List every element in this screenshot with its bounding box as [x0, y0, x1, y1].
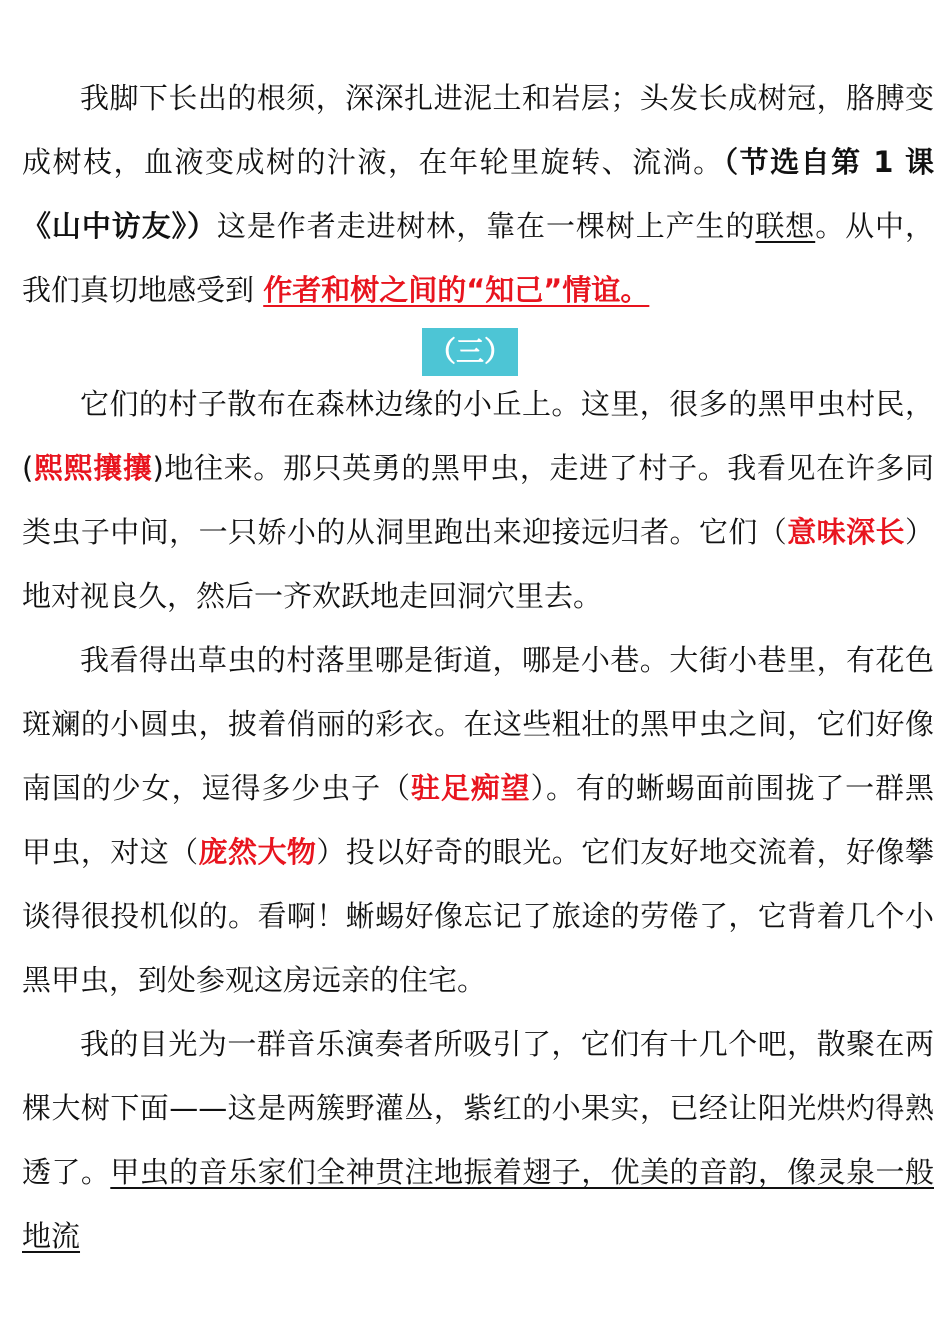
- p1-text: 我脚下长出的根须，深深扎进泥土和岩层；头发长成树冠，胳膊变成树枝，血液变成树的汁液，在年轮里旋转、流淌。: [22, 81, 934, 179]
- p1-underlined-word: 联想: [755, 209, 816, 243]
- p4-underlined-sentence: 甲虫的音乐家们全神贯注地振着翅子，优美的音韵，像灵泉一般地流: [22, 1155, 934, 1253]
- p2-answer-2: 意味深长: [787, 515, 905, 549]
- paragraph-beetle-village: [22, 372, 934, 628]
- section-heading: （三）: [422, 328, 518, 376]
- p2-text-3: ）地对视良久，然后一齐欢跃地走回洞穴里去。: [22, 515, 934, 613]
- p2-text-1: 它们的村子散布在森林边缘的小丘上。这里，很多的黑甲虫村民，(: [22, 387, 934, 485]
- p1-text-3: 。从中，我们真切地感受到: [22, 209, 934, 307]
- p3-text-3: ）投以好奇的眼光。它们友好地交流着，好像攀谈得很投机似的。看啊！蜥蜴好像忘记了旅途的劳倦了，它背着几个小黑甲虫，到处参观这房远亲的住宅。: [22, 835, 934, 997]
- p3-text-1: 我看得出草虫的村落里哪是街道，哪是小巷。大街小巷里，有花色斑斓的小圆虫，披着俏丽的彩衣。在这些粗壮的黑甲虫之间，它们好像南国的少女，逗得多少虫子（: [22, 643, 934, 805]
- p1-answer: 作者和树之间的“知己”情谊。: [263, 273, 650, 307]
- p4-text-1: 我的目光为一群音乐演奏者所吸引了，它们有十几个吧，散聚在两棵大树下面——这是两簇野灌丛，紫红的小果实，已经让阳光烘灼得熟透了。: [22, 1027, 934, 1189]
- p1-text-2: 这是作者走进树林，靠在一棵树上产生的: [216, 209, 756, 243]
- p2-answer-1: 熙熙攘攘: [33, 451, 153, 485]
- paragraph-musicians: [22, 1012, 934, 1268]
- p3-answer-2: 庞然大物: [198, 835, 317, 869]
- p2-text-2: )地往来。那只英勇的黑甲虫，走进了村子。我看见在许多同类虫子中间，一只娇小的从洞里跑出来迎接远归者。它们（: [22, 451, 934, 549]
- p3-text-2: ）。有的蜥蜴面前围拢了一群黑甲虫，对这（: [22, 771, 934, 869]
- paragraph-forest-friend: [22, 66, 934, 322]
- p3-answer-1: 驻足痴望: [410, 771, 531, 805]
- paragraph-insect-streets: [22, 628, 934, 1012]
- p1-source: （节选自第 1 课《山中访友》）: [22, 145, 934, 243]
